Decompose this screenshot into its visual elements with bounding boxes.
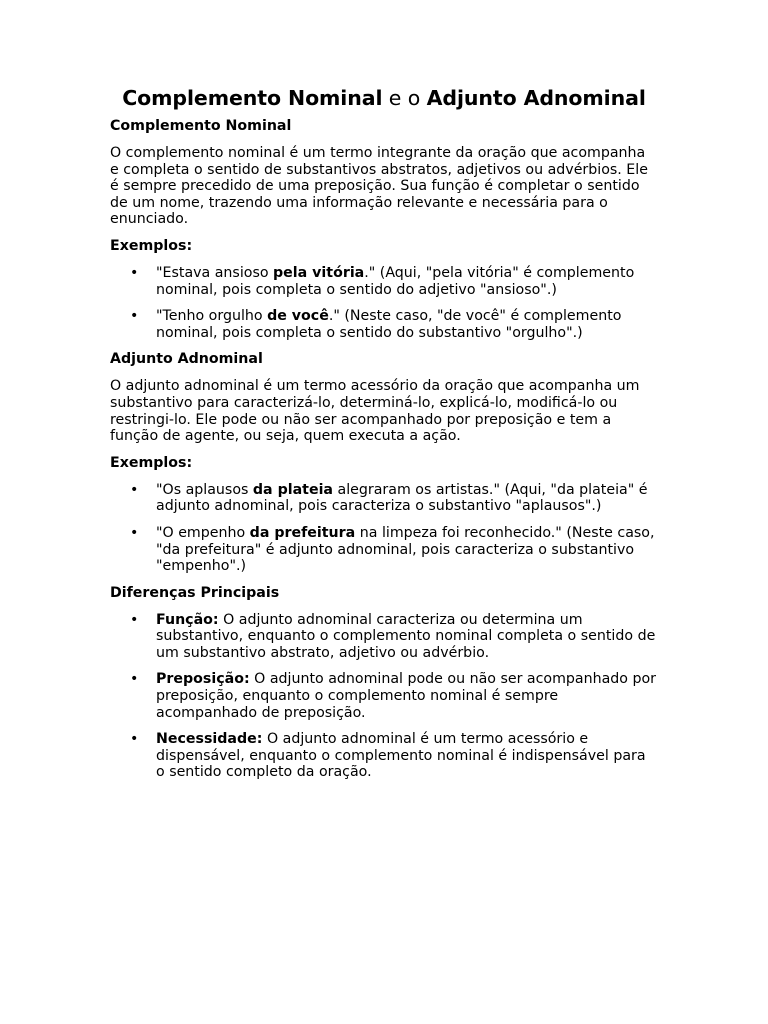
difference-label: Necessidade: [156,731,263,748]
examples-heading-adjunto: Exemplos: [110,454,193,471]
list-item [110,265,658,298]
difference-text: O adjunto adnominal pode ou não ser acompanhado por preposição, enquanto o complemento nominal é sempre acompanhado de preposição. [156,671,657,721]
paragraph-adjunto-adnominal: O adjunto adnominal é um termo acessório da oração que acompanha um substantivo para caracterizá-lo, determiná-lo, explicá-lo, modificá-lo ou restringi-lo. Ele pode ou não ser acompanhado por preposição e tem a função de agente, ou seja, quem executa a ação. [110,378,640,445]
example-highlight: de você [267,308,329,325]
example-text: ." (Aqui, "pela vitória" é complemento nominal, pois completa o sentido do adjetivo "ansioso".) [156,264,635,298]
list-item [110,731,658,781]
example-highlight: pela vitória [273,264,365,281]
examples-list-adjunto [110,482,658,575]
example-text: na limpeza foi reconhecido." (Neste caso, "da prefeitura" é adjunto adnominal, pois caracteriza o substantivo "empenho".) [156,524,655,575]
list-item [110,525,658,575]
title-part-complemento: Complemento Nominal [122,86,383,110]
section-heading-adjunto-adnominal: Adjunto Adnominal [110,351,263,368]
bullet-icon: • [130,524,139,541]
difference-text: O adjunto adnominal caracteriza ou determina um substantivo, enquanto o complemento nominal completa o sentido de um substantivo abstrato, adjetivo ou advérbio. [156,611,656,661]
bullet-icon: • [130,481,139,498]
bullet-icon: • [130,731,139,748]
example-text: "Tenho orgulho [156,308,268,325]
paragraph-complemento-nominal: O complemento nominal é um termo integrante da oração que acompanha e completa o sentido de substantivos abstratos, adjetivos ou advérbios. Ele é sempre precedido de uma preposição. Sua função é completar o sentido de um nome, trazendo uma informação relevante e necessária para o enunciado. [110,145,648,228]
examples-heading-complemento: Exemplos: [110,237,193,254]
list-item [110,612,658,662]
bullet-icon: • [130,671,139,688]
bullet-icon: • [130,611,139,628]
example-text: alegraram os artistas." (Aqui, "da plateia" é adjunto adnominal, pois caracteriza o substantivo "aplausos".) [156,481,648,515]
example-text: "Os aplausos [156,481,253,498]
bullet-icon: • [130,308,139,325]
example-text: ." (Neste caso, "de você" é complemento nominal, pois completa o sentido do substantivo "orgulho".) [156,308,622,341]
list-item [110,671,658,721]
example-text: "Estava ansioso [156,264,274,281]
difference-label: Preposição: [156,671,250,688]
bullet-icon: • [130,264,139,281]
list-item [110,482,658,515]
examples-list-complemento [110,265,658,341]
difference-label: Função: [156,611,219,628]
title-part-adjunto: Adjunto Adnominal [426,86,646,110]
difference-text: O adjunto adnominal é um termo acessório e dispensável, enquanto o complemento nominal é indispensável para o sentido completo da oração. [156,731,646,781]
differences-list [110,612,658,781]
section-heading-complemento-nominal: Complemento Nominal [110,118,292,134]
example-text: "O empenho [156,524,250,541]
example-highlight: da prefeitura [249,524,356,541]
page-title [110,86,658,110]
section-heading-diferencas: Diferenças Principais [110,584,280,601]
example-highlight: da plateia [252,481,334,498]
list-item [110,308,658,341]
title-conjunction: e o [382,86,427,110]
